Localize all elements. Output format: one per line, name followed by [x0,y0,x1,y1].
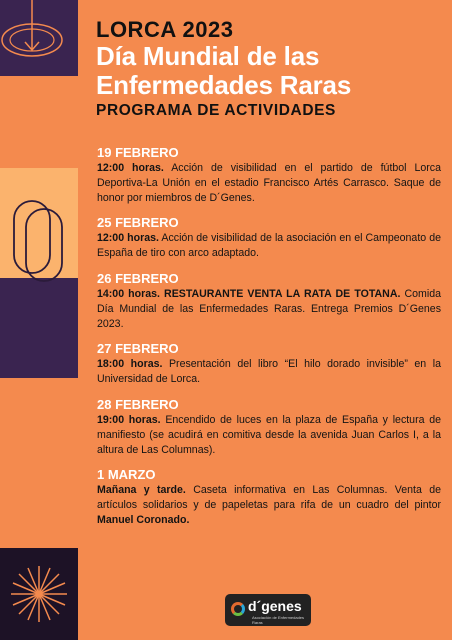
arrow-down-circle-icon [0,0,78,76]
event-date: 25 FEBRERO [97,215,179,231]
event-date: 27 FEBRERO [97,341,179,357]
event-description [97,483,441,527]
event-item [97,397,441,457]
event-item [97,341,441,387]
event-time: 19:00 horas. [97,413,161,426]
event-date: 1 MARZO [97,467,156,483]
event-description [97,287,441,331]
event-description [97,357,441,387]
event-time: 14:00 horas. RESTAURANTE VENTA LA RATA DE TOTANA. [97,287,401,300]
event-description [97,231,441,261]
event-item [97,467,441,527]
header [96,18,446,120]
header-title-1: Día Mundial de las [96,41,320,71]
deco-strip-purple [0,278,78,378]
event-item [97,271,441,331]
event-text: Caseta informativa en Las Columnas. Venta de artículos solidarios y de papeletas para rifa de un cuadro del pintor [97,484,441,512]
event-list [97,145,441,538]
header-location-year: LORCA 2023 [96,17,234,42]
event-description [97,161,441,205]
header-title-2: Enfermedades Raras [96,70,352,100]
event-text: Presentación del libro “El hilo dorado invisible” en la Universidad de Lorca. [97,358,441,386]
event-text: Encendido de luces en la plaza de España y lectura de manifiesto (se acudirá en comitiva desde la avenida Juan Carlos I, a la altura de Las Columnas). [97,413,441,456]
event-date: 28 FEBRERO [97,396,179,412]
event-text: Acción de visibilidad en el partido de fútbol Lorca Deportiva-La Unión en el estadio Francisco Artés Carrasco. Saque de honor por miembros de D´Genes. [97,162,441,204]
event-item [97,215,441,261]
logo-subtitle: Asociación de Enfermedades Raras [252,615,305,625]
event-time: 12:00 horas. [97,232,159,245]
event-description [97,413,441,457]
event-item [97,145,441,205]
event-text: Comida Día Mundial de las Enfermedades Raras. Entrega Premios D´Genes 2023. [97,287,442,330]
dgenes-logo [225,594,311,626]
event-highlight: Manuel Coronado. [97,513,190,526]
event-text: Acción de visibilidad de la asociación en el Campeonato de España de tiro con arco adaptado. [97,232,441,260]
starburst-icon [0,548,78,640]
header-subtitle: PROGRAMA DE ACTIVIDADES [96,102,336,119]
logo-name: d´genes [248,598,302,614]
event-time: 12:00 horas. [97,162,164,174]
event-time: Mañana y tarde. [97,484,186,497]
ring-outline-icon [0,195,78,285]
event-time: 18:00 horas. [97,358,163,371]
deco-strip-orange [0,378,78,450]
logo-ring-icon [231,602,245,616]
event-date: 19 FEBRERO [97,145,179,160]
event-date: 26 FEBRERO [97,270,179,286]
